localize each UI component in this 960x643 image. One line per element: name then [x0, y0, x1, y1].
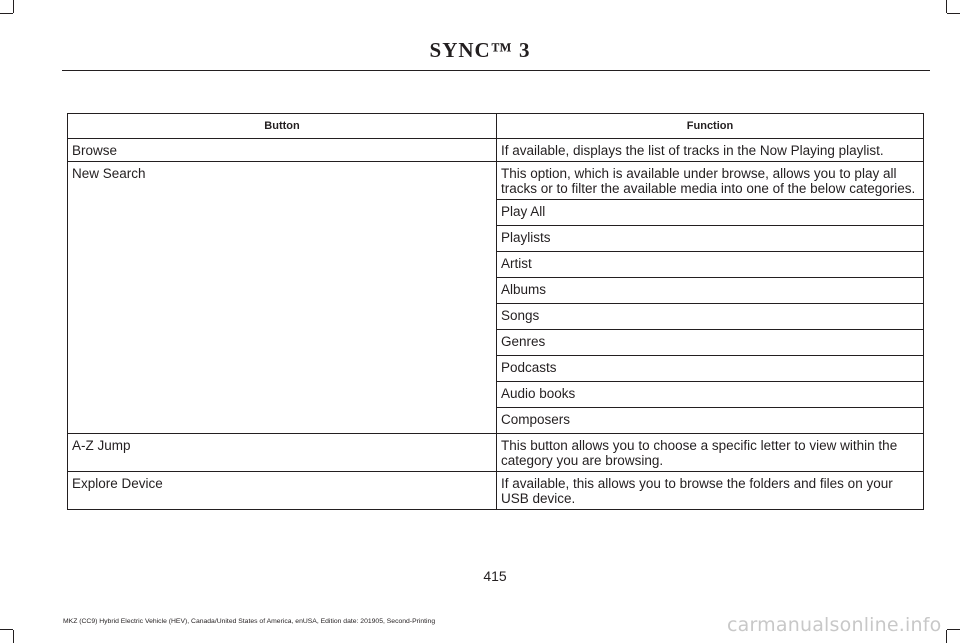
- button-cell: A-Z Jump: [68, 434, 497, 472]
- page-title: SYNC™ 3: [429, 38, 531, 62]
- button-cell: New Search: [68, 162, 497, 434]
- function-cell: If available, this allows you to browse the folders and files on your USB device.: [497, 472, 924, 510]
- crop-mark: [947, 13, 960, 14]
- function-cell: Artist: [497, 252, 924, 278]
- column-header-function: Function: [497, 114, 924, 139]
- crop-mark: [947, 629, 960, 630]
- page-number: 415: [483, 568, 507, 584]
- function-table: [67, 113, 924, 510]
- crop-mark: [0, 629, 13, 630]
- header-rule: [62, 70, 930, 71]
- crop-mark: [946, 0, 947, 13]
- table-header-row: [68, 114, 924, 139]
- function-cell: Songs: [497, 304, 924, 330]
- function-cell: Genres: [497, 330, 924, 356]
- watermark: carmanualsonline.info: [727, 614, 942, 636]
- table-row: [68, 434, 924, 472]
- function-cell: Play All: [497, 200, 924, 226]
- function-cell: This option, which is available under browse, allows you to play all tracks or to filter the available media into one of the below categories.: [497, 162, 924, 200]
- button-cell: Explore Device: [68, 472, 497, 510]
- table-row: [68, 162, 924, 200]
- function-cell: Podcasts: [497, 356, 924, 382]
- table-row: [68, 139, 924, 162]
- function-cell: Albums: [497, 278, 924, 304]
- column-header-button: Button: [68, 114, 497, 139]
- function-cell: This button allows you to choose a specific letter to view within the category you are browsing.: [497, 434, 924, 472]
- button-cell: Browse: [68, 139, 497, 162]
- function-cell: Playlists: [497, 226, 924, 252]
- crop-mark: [946, 630, 947, 643]
- function-cell: If available, displays the list of tracks in the Now Playing playlist.: [497, 139, 924, 162]
- crop-mark: [0, 13, 13, 14]
- table-row: [68, 472, 924, 510]
- crop-mark: [13, 0, 14, 13]
- crop-mark: [13, 630, 14, 643]
- function-cell: Composers: [497, 408, 924, 434]
- footer-text: MKZ (CC9) Hybrid Electric Vehicle (HEV), Canada/United States of America, enUSA, Edition date: 201905, Second-Printing: [63, 618, 436, 625]
- function-cell: Audio books: [497, 382, 924, 408]
